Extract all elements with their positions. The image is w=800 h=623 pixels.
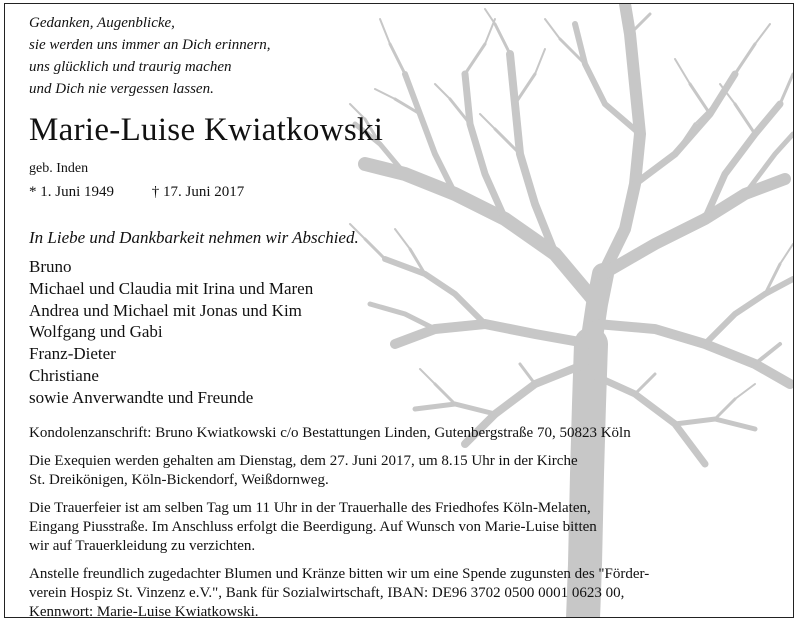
death-date: † 17. Juni 2017 (151, 184, 245, 200)
obituary-text (5, 4, 794, 618)
mourner: sowie Anverwandte und Freunde (29, 387, 254, 407)
info-line: verein Hospiz St. Vinzenz e.V.", Bank für Sozialwirtschaft, IBAN: DE96 3702 0500 0001 0623 00, (29, 585, 625, 601)
ceremony-info (29, 499, 789, 556)
mourner: Bruno (29, 257, 72, 276)
poem-line: Gedanken, Augenblicke, (29, 15, 175, 31)
farewell-line: In Liebe und Dankbarkeit nehmen wir Abschied. (29, 228, 359, 247)
deceased-name: Marie-Luise Kwiatkowski (29, 112, 384, 148)
info-line: Die Exequien werden gehalten am Dienstag, dem 27. Juni 2017, um 8.15 Uhr in der Kirche (29, 453, 578, 469)
info-line: wir auf Trauerkleidung zu verzichten. (29, 538, 256, 554)
info-line: Eingang Piusstraße. Im Anschluss erfolgt die Beerdigung. Auf Wunsch von Marie-Luise bitten (29, 519, 597, 535)
condolence-address (29, 424, 789, 443)
funeral-info (29, 424, 789, 618)
info-line: St. Dreikönigen, Köln-Bickendorf, Weißdornweg. (29, 472, 329, 488)
poem (29, 12, 271, 100)
donation-info (29, 565, 789, 618)
poem-line: uns glücklich und traurig machen (29, 59, 232, 75)
mourner: Franz-Dieter (29, 344, 116, 364)
obituary-frame (4, 3, 794, 618)
poem-line: und Dich nie vergessen lassen. (29, 81, 214, 97)
poem-line: sie werden uns immer an Dich erinnern, (29, 37, 271, 53)
mourner: Michael und Claudia mit Irina und Maren (29, 278, 314, 298)
maiden-name: geb. Inden (29, 161, 89, 176)
info-line: Kondolenzanschrift: Bruno Kwiatkowski c/o Bestattungen Linden, Gutenbergstraße 70, 50823 Köln (29, 425, 631, 441)
mourners-list (29, 256, 313, 409)
info-line: Anstelle freundlich zugedachter Blumen und Kränze bitten wir um eine Spende zugunsten des "Förder- (29, 566, 650, 582)
info-line: Kennwort: Marie-Luise Kwiatkowski. (29, 604, 259, 618)
info-line: Die Trauerfeier ist am selben Tag um 11 Uhr in der Trauerhalle des Friedhofes Köln-Melaten, (29, 500, 591, 516)
exequies-info (29, 452, 789, 490)
mourner: Christiane (29, 365, 99, 385)
mourner: Wolfgang und Gabi (29, 322, 163, 342)
life-dates (29, 184, 244, 201)
mourner: Andrea und Michael mit Jonas und Kim (29, 300, 302, 320)
birth-date: * 1. Juni 1949 (29, 184, 115, 200)
